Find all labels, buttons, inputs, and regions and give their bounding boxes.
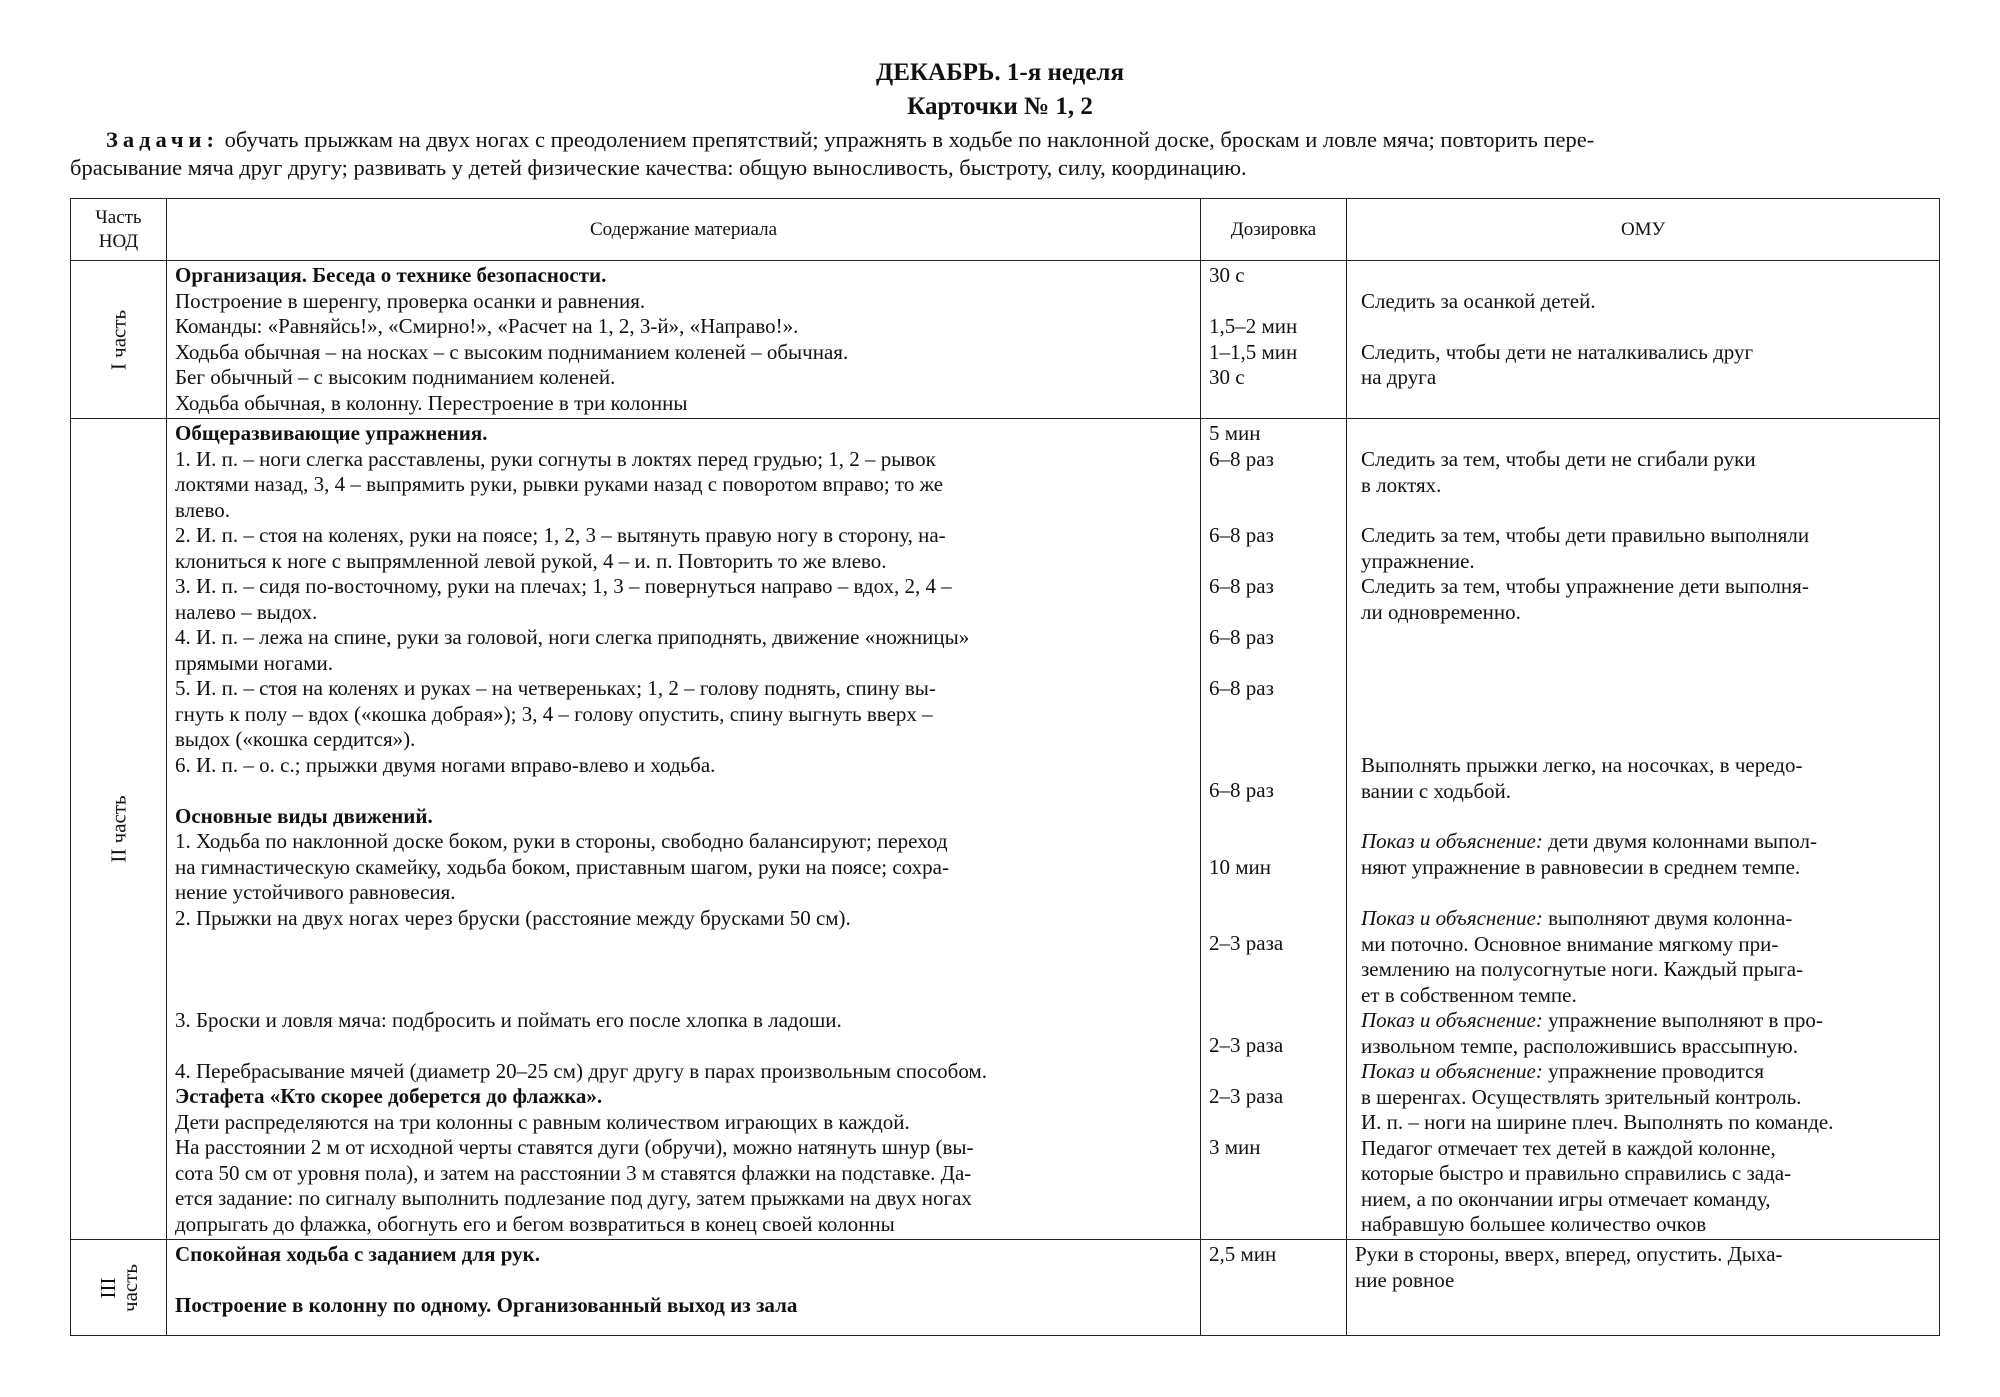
part2-dose-value: 6–8 раз (1209, 625, 1274, 649)
part2-dose-value: 2–3 раза (1209, 931, 1284, 955)
omu-line: Педагог отмечает тех детей в каждой колонне, (1361, 1135, 1776, 1160)
part2-line: локтями назад, 3, 4 – выпрямить руки, рывки руками назад с поворотом вправо; то же (175, 472, 944, 496)
part2-dose-value: 6–8 раз (1209, 446, 1274, 471)
part3-omu (1347, 1240, 1940, 1336)
omu-line: Выполнять прыжки легко, на носочках, в чередо- (1361, 753, 1803, 777)
omu-line: которые быстро и правильно справились с зада- (1361, 1161, 1792, 1185)
table-row-part1 (71, 261, 1940, 419)
omu-italic: Показ и объяснение: (1361, 906, 1543, 930)
header-content: Содержание материала (167, 199, 1201, 261)
part1-omu (1347, 261, 1940, 419)
part2-dose-value: 3 мин (1209, 1135, 1261, 1159)
part3-label-num: III (95, 1277, 120, 1298)
part3-label (97, 1264, 141, 1312)
part3-dose-value: 2,5 мин (1209, 1242, 1277, 1266)
omu-block-2 (1361, 523, 1931, 574)
part2-line: влево. (175, 497, 230, 522)
part2-line: 2. И. п. – стоя на коленях, руки на поясе; 1, 2, 3 – вытянуть правую ногу в сторону, на- (175, 523, 946, 547)
part1-dose-value: 30 с (1209, 365, 1245, 389)
omu-line: ли одновременно. (1361, 599, 1521, 624)
part2-omu (1347, 419, 1940, 1240)
omu-line: упражнение выполняют в про- (1548, 1008, 1823, 1032)
part2-dose-value (1209, 906, 1338, 932)
tasks-text-2: брасывание мяча друг другу; развивать у детей физические качества: общую выносливость, быстроту, силу, координацию. (70, 155, 1247, 180)
omu-line: Следить за тем, чтобы дети не сгибали руки (1361, 447, 1756, 471)
part2-line: Дети распределяются на три колонны с равным количеством играющих в каждой. (175, 1109, 910, 1134)
part2-line: 4. И. п. – лежа на спине, руки за головой, ноги слегка приподнять, движение «ножницы» (175, 625, 970, 649)
omu-line: Следить за тем, чтобы упражнение дети выполня- (1361, 574, 1809, 598)
part2-line (175, 982, 1192, 1008)
part3-line: Построение в колонну по одному. Организованный выход из зала (175, 1293, 798, 1317)
part3-label-cell (71, 1240, 167, 1336)
part2-dose-value: 2–3 раза (1209, 1033, 1284, 1057)
omu-italic: Показ и объяснение: (1361, 1059, 1543, 1083)
omu-block-5 (1361, 829, 1931, 880)
omu-line: дети двумя колоннами выпол- (1548, 829, 1817, 853)
part2-line: 1. И. п. – ноги слегка расставлены, руки согнуты в локтях перед грудью; 1, 2 – рывок (175, 446, 936, 471)
part2-label-cell (71, 419, 167, 1240)
header-omu: ОМУ (1347, 199, 1940, 261)
part2-dose-value: 6–8 раз (1209, 676, 1274, 700)
omu-line: Следить за тем, чтобы дети правильно выполняли (1361, 523, 1810, 547)
page-subtitle: Карточки № 1, 2 (907, 93, 1093, 120)
part2-dose-value: 6–8 раз (1209, 778, 1274, 802)
part1-label-cell (71, 261, 167, 419)
omu-line: И. п. – ноги на ширине плеч. Выполнять по команде. (1361, 1110, 1834, 1134)
part2-dose-value: 6–8 раз (1209, 574, 1274, 598)
part2-dose-value: 10 мин (1209, 854, 1272, 879)
part2-line: 5. И. п. – стоя на коленях и руках – на четвереньках; 1, 2 – голову поднять, спину вы- (175, 676, 936, 700)
part1-dose-value: 1–1,5 мин (1209, 339, 1298, 364)
part2-dose-value: 6–8 раз (1209, 523, 1274, 547)
part1-dose (1201, 261, 1347, 419)
part2-line (175, 957, 1192, 983)
page-title: ДЕКАБРЬ. 1-я неделя (876, 59, 1124, 86)
part3-dose (1201, 1240, 1347, 1336)
header-part-line2: НОД (98, 230, 139, 252)
part3-line: Спокойная ходьба с заданием для рук. (175, 1242, 540, 1266)
omu-line: нием, а по окончании игры отмечает команду, (1361, 1186, 1771, 1211)
part2-content (167, 419, 1201, 1240)
part2-dose-value (1209, 982, 1338, 1008)
part2-dose-value (1209, 753, 1338, 779)
header-dose: Дозировка (1201, 199, 1347, 261)
part2-dose-value (1209, 1059, 1338, 1085)
part3-omu-line: Руки в стороны, вверх, вперед, опустить. Дыха- (1355, 1242, 1783, 1266)
omu-italic: Показ и объяснение: (1361, 829, 1543, 853)
part1-omu-line: на друга (1361, 365, 1437, 389)
part2-dose (1201, 419, 1347, 1240)
omu-block-7 (1361, 1008, 1931, 1059)
part2-line: ется задание: по сигналу выполнить подлезание под дугу, затем прыжками на двух ногах (175, 1186, 972, 1210)
omu-line: упражнение проводится (1548, 1059, 1765, 1083)
part2-dose-value (1209, 880, 1338, 906)
omu-block-8 (1361, 1059, 1931, 1238)
header-part (71, 199, 167, 261)
tasks-text: обучать прыжкам на двух ногах с преодолением препятствий; упражнять в ходьбе по наклонной доске, броскам и ловле мяча; повторить пере- (224, 127, 1595, 152)
part2-label: II часть (105, 795, 130, 863)
part2-line: клониться к ноге с выпрямленной левой рукой, 4 – и. п. Повторить то же влево. (175, 548, 887, 573)
part3-label-word: часть (117, 1263, 142, 1312)
part1-label: I часть (105, 309, 130, 370)
part2-line: нение устойчивого равновесия. (175, 880, 456, 904)
omu-line: няют упражнение в равновесии в среднем темпе. (1361, 854, 1801, 879)
part1-line: Бег обычный – с высоким подниманием коленей. (175, 365, 616, 389)
omu-line: в локтях. (1361, 472, 1442, 497)
part2-dose-value (1209, 600, 1338, 626)
omu-line: землению на полусогнутые ноги. Каждый прыга- (1361, 957, 1804, 981)
part2-line: 3. Броски и ловля мяча: подбросить и поймать его после хлопка в ладоши. (175, 1007, 842, 1032)
part2-line: 1. Ходьба по наклонной доске боком, руки в стороны, свободно балансируют; переход (175, 829, 948, 853)
part1-line: Ходьба обычная – на носках – с высоким подниманием коленей – обычная. (175, 339, 849, 364)
part2-dose-value: 5 мин (1209, 421, 1261, 445)
part2-line (175, 1033, 1192, 1059)
part2-line: Эстафета «Кто скорее доберется до флажка». (175, 1084, 603, 1108)
tasks-paragraph (70, 126, 1940, 182)
part2-dose-value (1209, 829, 1338, 855)
part2-dose-value (1209, 472, 1338, 498)
omu-block-1 (1361, 447, 1931, 498)
part2-line: налево – выдох. (175, 599, 318, 624)
omu-italic: Показ и объяснение: (1361, 1008, 1543, 1032)
tasks-lead: Задачи: (106, 127, 220, 152)
part2-dose-value (1209, 727, 1338, 753)
part2-line: Основные виды движений. (175, 803, 433, 828)
omu-block-3 (1361, 574, 1931, 625)
part1-line: Организация. Беседа о технике безопасности. (175, 263, 607, 287)
part2-line: 6. И. п. – о. с.; прыжки двумя ногами вправо-влево и ходьба. (175, 752, 716, 777)
omu-line: ет в собственном темпе. (1361, 982, 1577, 1007)
table-row-part3 (71, 1240, 1940, 1336)
part1-dose-value: 1,5–2 мин (1209, 314, 1298, 338)
part2-line: Общеразвивающие упражнения. (175, 421, 488, 445)
part2-line: прямыми ногами. (175, 650, 334, 675)
omu-line: вании с ходьбой. (1361, 778, 1512, 803)
part2-dose-value (1209, 804, 1338, 830)
part2-line: допрыгать до флажка, обогнуть его и бегом возвратиться в конец своей колонны (175, 1211, 895, 1236)
part2-dose-value (1209, 957, 1338, 983)
omu-line: в шеренгах. Осуществлять зрительный контроль. (1361, 1084, 1802, 1109)
part2-line (175, 931, 1192, 957)
part2-dose-value (1209, 1110, 1338, 1136)
omu-line: упражнение. (1361, 548, 1475, 573)
omu-line: ми поточно. Основное внимание мягкому при- (1361, 931, 1779, 956)
omu-line: извольном темпе, расположившись врассыпную. (1361, 1033, 1798, 1058)
omu-line: выполняют двумя колонна- (1548, 906, 1793, 930)
part2-dose-value (1209, 702, 1338, 728)
part2-line: 2. Прыжки на двух ногах через бруски (расстояние между брусками 50 см). (175, 905, 851, 930)
part2-line (175, 778, 1192, 804)
table-row-part2 (71, 419, 1940, 1240)
lesson-table (70, 198, 1940, 1336)
header-part-line1: Часть (95, 206, 142, 228)
part2-dose-value (1209, 651, 1338, 677)
part2-dose-value: 2–3 раза (1209, 1084, 1284, 1108)
part1-line: Построение в шеренгу, проверка осанки и равнения. (175, 288, 646, 313)
omu-block-4 (1361, 753, 1931, 804)
part1-omu-line: Следить, чтобы дети не наталкивались друг (1361, 339, 1754, 364)
part3-omu-line: ние ровное (1355, 1267, 1455, 1292)
part2-line: выдох («кошка сердится»). (175, 727, 416, 751)
omu-block-6 (1361, 906, 1931, 1008)
part2-line: 3. И. п. – сидя по-восточному, руки на плечах; 1, 3 – повернуться направо – вдох, 2, 4 – (175, 574, 952, 598)
part2-line: На расстоянии 2 м от исходной черты ставятся дуги (обручи), можно натянуть шнур (вы- (175, 1135, 974, 1159)
part1-content (167, 261, 1201, 419)
part3-content (167, 1240, 1201, 1336)
part2-line: сота 50 см от уровня пола), и затем на расстоянии 3 м ставятся флажки на подставке. Да- (175, 1160, 972, 1185)
part1-line: Ходьба обычная, в колонну. Перестроение в три колонны (175, 390, 688, 415)
part1-omu-line: Следить за осанкой детей. (1361, 288, 1596, 313)
part2-line: гнуть к полу – вдох («кошка добрая»); 3, 4 – голову опустить, спину выгнуть вверх – (175, 701, 933, 726)
part1-line: Команды: «Равняйсь!», «Смирно!», «Расчет на 1, 2, 3-й», «Направо!». (175, 314, 799, 338)
part2-dose-value (1209, 1008, 1338, 1034)
omu-line: набравшую большее количество очков (1361, 1212, 1707, 1236)
part2-dose-value (1209, 498, 1338, 524)
part2-line: на гимнастическую скамейку, ходьба боком, приставным шагом, руки на поясе; сохра- (175, 854, 949, 879)
table-header-row (71, 199, 1940, 261)
part1-dose-value: 30 с (1209, 263, 1245, 287)
part2-dose-value (1209, 549, 1338, 575)
part2-line: 4. Перебрасывание мячей (диаметр 20–25 см) друг другу в парах произвольным способом. (175, 1058, 987, 1083)
